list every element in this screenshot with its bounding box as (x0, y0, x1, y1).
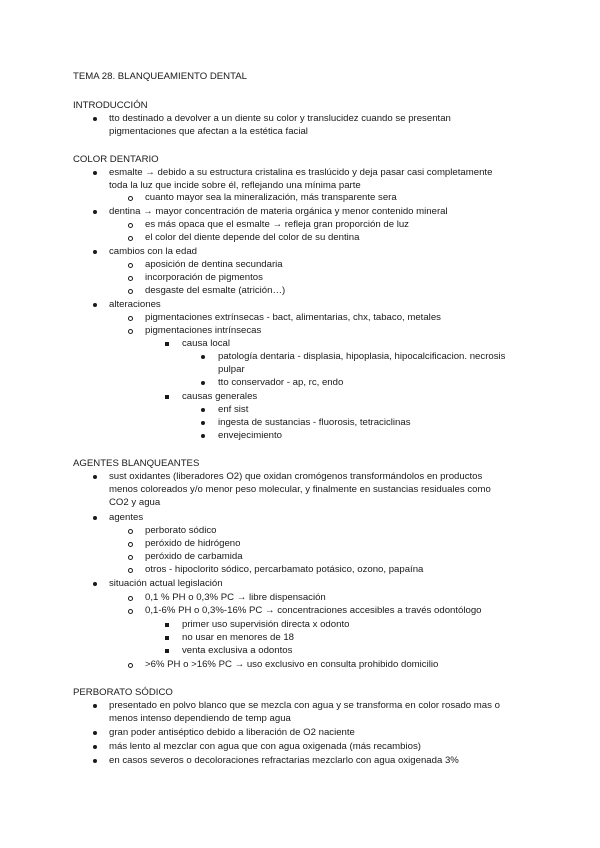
list-item: enf sist (218, 404, 249, 415)
list-item-cont: menos coloreados y/o menor peso molecular, y finalmente en sustancias residuales como (109, 484, 491, 495)
square-bullet-icon (165, 623, 169, 627)
circle-bullet-icon (128, 609, 133, 614)
square-bullet-icon (165, 395, 169, 399)
intro-text-cont: pigmentaciones que afectan a la estética facial (109, 126, 308, 137)
circle-bullet-icon (128, 196, 133, 201)
bullet-icon (93, 210, 97, 214)
list-item: patología dentaria - displasia, hipoplasia, hipocalcificacion. necrosis (218, 351, 506, 362)
bullet-icon (93, 731, 97, 735)
list-item-cont: CO2 y agua (109, 497, 161, 508)
circle-bullet-icon (128, 555, 133, 560)
list-item: el color del diente depende del color de su dentina (145, 232, 360, 243)
list-item: dentina → mayor concentración de materia orgánica y menor contenido mineral (109, 206, 448, 217)
list-item: peróxido de carbamida (145, 551, 243, 562)
list-item: ingesta de sustancias - fluorosis, tetraciclinas (218, 417, 411, 428)
list-item: pigmentaciones intrínsecas (145, 325, 262, 336)
circle-bullet-icon (128, 568, 133, 573)
list-item: 0,1-6% PH o 0,3%-16% PC → concentraciones accesibles a través odontólogo (145, 605, 482, 616)
list-item: 0,1 % PH o 0,3% PC → libre dispensación (145, 592, 326, 603)
list-item: aposición de dentina secundaria (145, 259, 283, 270)
circle-bullet-icon (128, 236, 133, 241)
bullet-icon (93, 250, 97, 254)
bullet-icon (93, 745, 97, 749)
bullet-icon (201, 434, 205, 438)
list-item: alteraciones (109, 299, 161, 310)
square-bullet-icon (165, 342, 169, 346)
list-item: incorporación de pigmentos (145, 272, 263, 283)
section-heading-perborato: PERBORATO SÓDICO (73, 687, 173, 698)
circle-bullet-icon (128, 263, 133, 268)
bullet-icon (93, 704, 97, 708)
circle-bullet-icon (128, 316, 133, 321)
square-bullet-icon (165, 636, 169, 640)
list-item: peróxido de hidrógeno (145, 538, 241, 549)
list-item: presentado en polvo blanco que se mezcla con agua y se transforma en color rosado mas o (109, 700, 500, 711)
list-item: tto conservador - ap, rc, endo (218, 377, 344, 388)
bullet-icon (93, 303, 97, 307)
bullet-icon (201, 408, 205, 412)
list-item: más lento al mezclar con agua que con agua oxigenada (más recambios) (109, 741, 421, 752)
list-item: es más opaca que el esmalte → refleja gran proporción de luz (145, 219, 409, 230)
list-item-cont: pulpar (218, 364, 245, 375)
circle-bullet-icon (128, 276, 133, 281)
square-bullet-icon (165, 649, 169, 653)
bullet-icon (201, 355, 205, 359)
circle-bullet-icon (128, 223, 133, 228)
list-item: sust oxidantes (liberadores O2) que oxidan cromógenos transformándolos en productos (109, 471, 483, 482)
list-item: causas generales (182, 391, 258, 402)
document-title: TEMA 28. BLANQUEAMIENTO DENTAL (73, 71, 247, 82)
bullet-icon (93, 117, 97, 121)
list-item: desgaste del esmalte (atrición…) (145, 285, 286, 296)
list-item: agentes (109, 512, 144, 523)
circle-bullet-icon (128, 329, 133, 334)
circle-bullet-icon (128, 289, 133, 294)
list-item: cuanto mayor sea la mineralización, más transparente sera (145, 192, 397, 203)
bullet-icon (201, 381, 205, 385)
bullet-icon (93, 516, 97, 520)
list-item: no usar en menores de 18 (182, 632, 295, 643)
circle-bullet-icon (128, 529, 133, 534)
list-item: envejecimiento (218, 430, 282, 441)
section-heading-color: COLOR DENTARIO (73, 154, 159, 165)
list-item: gran poder antiséptico debido a liberación de O2 naciente (109, 727, 355, 738)
list-item: venta exclusiva a odontos (182, 645, 293, 656)
bullet-icon (93, 475, 97, 479)
list-item: situación actual legislación (109, 578, 223, 589)
section-heading-agentes: AGENTES BLANQUEANTES (73, 458, 200, 469)
intro-text: tto destinado a devolver a un diente su color y translucidez cuando se presentan (109, 113, 451, 124)
bullet-icon (93, 171, 97, 175)
bullet-icon (93, 582, 97, 586)
list-item: >6% PH o >16% PC → uso exclusivo en consulta prohibido domicilio (145, 659, 439, 670)
list-item: otros - hipoclorito sódico, percarbamato potásico, ozono, papaína (145, 564, 424, 575)
list-item: causa local (182, 338, 230, 349)
list-item: pigmentaciones extrínsecas - bact, alimentarias, chx, tabaco, metales (145, 312, 441, 323)
section-heading-intro: INTRODUCCIÓN (73, 100, 148, 111)
circle-bullet-icon (128, 596, 133, 601)
circle-bullet-icon (128, 542, 133, 547)
list-item: cambios con la edad (109, 246, 197, 257)
list-item: perborato sódico (145, 525, 217, 536)
list-item: en casos severos o decoloraciones refractarias mezclarlo con agua oxigenada 3% (109, 755, 459, 766)
bullet-icon (93, 759, 97, 763)
list-item-cont: menos intenso dependiendo de temp agua (109, 713, 291, 724)
list-item-cont: toda la luz que incide sobre él, reflejando una mínima parte (109, 180, 361, 191)
list-item: primer uso supervisión directa x odonto (182, 619, 350, 630)
circle-bullet-icon (128, 663, 133, 668)
bullet-icon (201, 421, 205, 425)
list-item: esmalte → debido a su estructura cristalina es traslúcido y deja pasar casi completamente (109, 167, 493, 178)
